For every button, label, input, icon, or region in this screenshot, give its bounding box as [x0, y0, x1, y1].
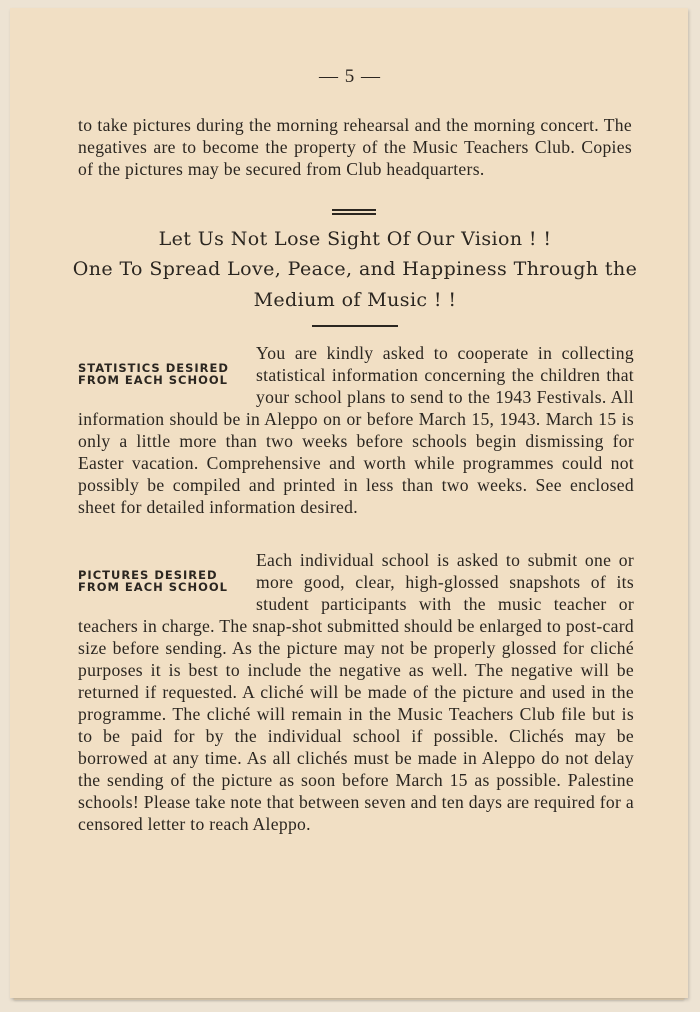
intro-paragraph: to take pictures during the morning rehearsal and the morning concert. The negatives are to become the property of the Music Teachers Club. Copies of the pictures may be secured from Club headquarters.	[78, 115, 632, 179]
rule-divider	[312, 325, 398, 327]
statistics-section	[78, 342, 634, 518]
statistics-paragraph: You are kindly asked to cooperate in collecting statistical information concerning the children that your school plans to send to the 1943 Festivals. All information should be in Aleppo on or before March 15, 1943. March 15 is only a little more than two weeks before schools begin dismissing for Easter vacation. Comprehensive and worth while programmes could not possibly be compiled and printed in less than two weeks. See enclosed sheet for detailed information desired.	[78, 343, 634, 517]
page-number: — 5 —	[319, 66, 381, 87]
pictures-heading: PICTURES DESIRED FROM EACH SCHOOL	[78, 568, 228, 594]
slogan-line-1: Let Us Not Lose Sight Of Our Vision ! !	[158, 228, 552, 250]
statistics-heading: STATISTICS DESIRED FROM EACH SCHOOL	[78, 361, 229, 387]
pictures-paragraph: Each individual school is asked to submit one or more good, clear, high-glossed snapshots of its student participants with the music teacher or teachers in charge. The snap-shot submitted should be enlarged to post-card size before sending. As the picture may not be properly glossed for cliché purposes it is best to include the negative as well. The negative will be returned if requested. A cliché will be made of the picture and used in the programme. The cliché will remain in the Music Teachers Club file but is to be paid for by the individual school if possible. Clichés may be borrowed at any time. As all clichés must be made in Aleppo do not delay the sending of the picture as soon before March 15 as possible. Palestine schools! Please take note that between seven and ten days are required for a censored letter to reach Aleppo.	[78, 550, 634, 834]
slogan-line-2: One To Spread Love, Peace, and Happiness Through the	[72, 258, 638, 280]
double-rule-divider	[332, 209, 376, 215]
slogan-line-3: Medium of Music ! !	[253, 289, 457, 311]
pictures-section	[78, 549, 634, 835]
